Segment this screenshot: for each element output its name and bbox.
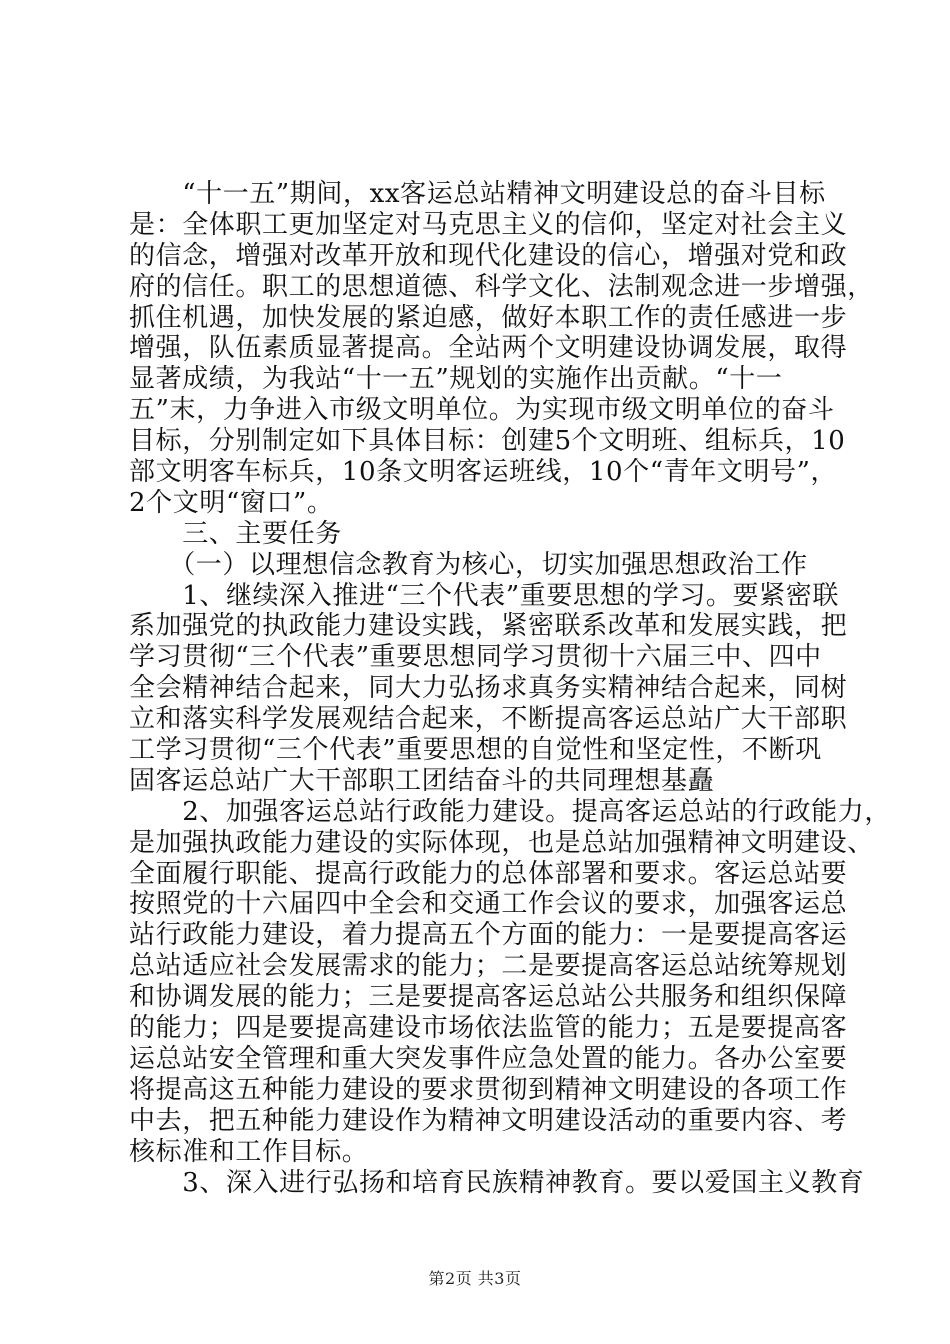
text-line: 系加强党的执政能力建设实践，紧密联系改革和发展实践，把: [129, 611, 848, 642]
text-line: 学习贯彻“三个代表”重要思想同学习贯彻十六届三中、四中: [129, 642, 822, 673]
text-line: 的信念，增强对改革开放和现代化建设的信心，增强对党和政: [129, 240, 848, 271]
text-line: 的能力；四是要提高建设市场依法监管的能力；五是要提高客: [129, 1013, 848, 1044]
text-line: 运总站安全管理和重大突发事件应急处置的能力。各办公室要: [129, 1043, 848, 1074]
text-line: 三、主要任务: [129, 518, 342, 549]
text-line: 部文明客车标兵，10条文明客运班线，10个“青年文明号”，: [129, 457, 838, 488]
text-line: 五”末，力争进入市级文明单位。为实现市级文明单位的奋斗: [129, 395, 835, 426]
text-line: 2个文明“窗口”。: [129, 487, 334, 518]
text-line: 全面履行职能、提高行政能力的总体部署和要求。客运总站要: [129, 858, 848, 889]
text-line: 工学习贯彻“三个代表”重要思想的自觉性和坚定性，不断巩: [129, 735, 822, 766]
text-line: 中去，把五种能力建设作为精神文明建设活动的重要内容、考: [129, 1105, 848, 1136]
page-footer: 第2页 共3页: [428, 1269, 522, 1288]
text-line: 抓住机遇，加快发展的紧迫感，做好本职工作的责任感进一步: [129, 302, 848, 333]
text-line: 固客运总站广大干部职工团结奋斗的共同理想基矗: [129, 765, 715, 796]
text-line: 将提高这五种能力建设的要求贯彻到精神文明建设的各项工作: [129, 1074, 848, 1105]
text-line: 2、加强客运总站行政能力建设。提高客运总站的行政能力，: [129, 796, 891, 827]
text-line: 是加强执政能力建设的实际体现，也是总站加强精神文明建设、: [129, 827, 874, 858]
text-line: 总站适应社会发展需求的能力；二是要提高客运总站统筹规划: [129, 951, 848, 982]
text-line: 是：全体职工更加坚定对马克思主义的信仰，坚定对社会主义: [129, 209, 848, 240]
text-line: 3、深入进行弘扬和培育民族精神教育。要以爱国主义教育: [129, 1167, 865, 1198]
text-line: 核标准和工作目标。: [129, 1136, 369, 1167]
text-line: 1、继续深入推进“三个代表”重要思想的学习。要紧密联: [129, 580, 839, 611]
text-line: （一）以理想信念教育为核心，切实加强思想政治工作: [129, 549, 808, 580]
text-line: 目标，分别制定如下具体目标：创建5个文明班、组标兵，10: [129, 426, 846, 457]
text-line: 立和落实科学发展观结合起来，不断提高客运总站广大干部职: [129, 704, 848, 735]
text-line: 全会精神结合起来，同大力弘扬求真务实精神结合起来，同树: [129, 673, 848, 704]
text-line: “十一五”期间，xx客运总站精神文明建设总的奋斗目标: [129, 179, 826, 209]
text-line: 按照党的十六届四中全会和交通工作会议的要求，加强客运总: [129, 889, 848, 920]
body-text: [129, 179, 891, 1198]
text-line: 府的信任。职工的思想道德、科学文化、法制观念进一步增强，: [129, 271, 874, 302]
text-line: 和协调发展的能力；三是要提高客运总站公共服务和组织保障: [129, 982, 848, 1013]
text-line: 站行政能力建设，着力提高五个方面的能力：一是要提高客运: [129, 920, 848, 951]
text-line: 增强，队伍素质显著提高。全站两个文明建设协调发展，取得: [129, 333, 848, 364]
text-line: 显著成绩，为我站“十一五”规划的实施作出贡献。“十一: [129, 364, 783, 395]
